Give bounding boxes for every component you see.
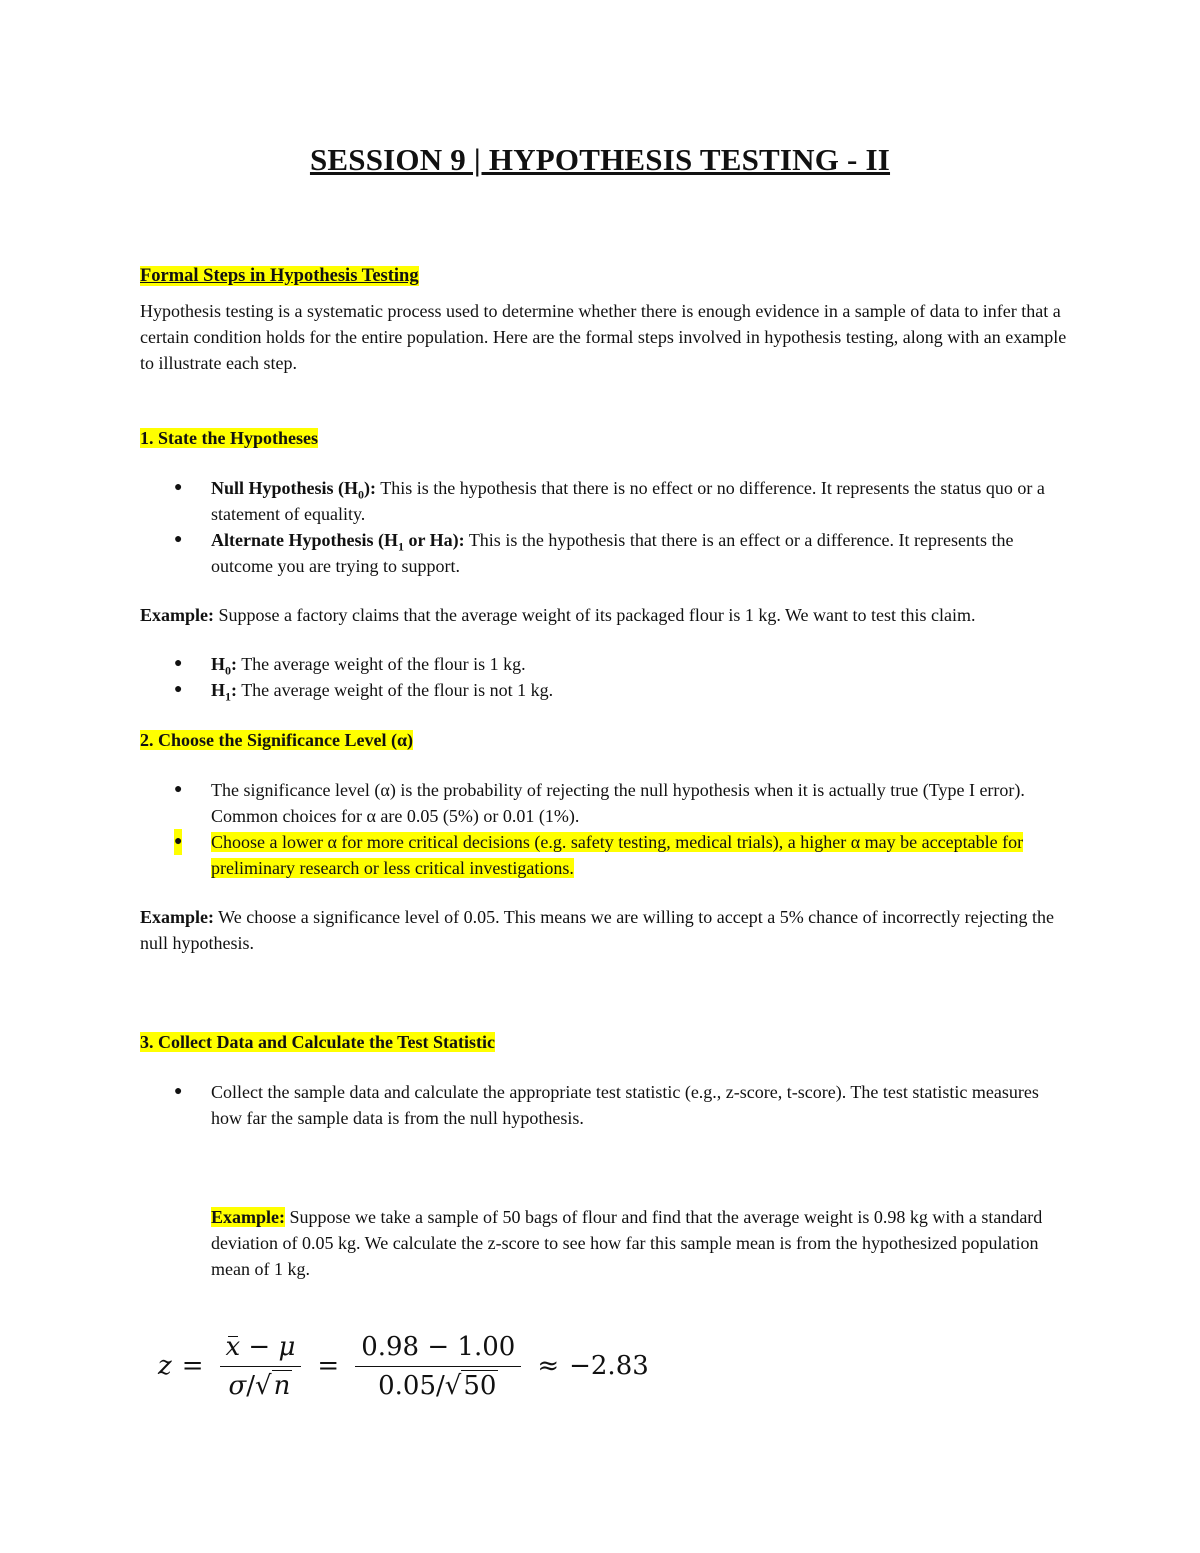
bullet-icon: ● (174, 532, 183, 547)
formula-result: −2.83 (569, 1351, 649, 1381)
step2-bullet-1-text: The significance level (α) is the probability of rejecting the null hypothesis when it is actually true (Type I error). Common choices for α are 0.05 (5%) or 0.01 (1%). (211, 780, 1025, 826)
sqrt-50 (445, 1371, 499, 1401)
step3-example-text: Suppose we take a sample of 50 bags of flour and find that the average weight is 0.98 kg with a standard deviation of 0.05 kg. We calculate the z-score to see how far this sample mean is from the hypothesized population mean of 1 kg. (211, 1207, 1043, 1279)
step2-heading: 2. Choose the Significance Level (α) (140, 730, 414, 750)
formula-den2-b: 50 (463, 1370, 497, 1401)
step3-example (211, 1204, 1071, 1282)
step3-bullets (140, 1079, 1070, 1131)
step2-example-label: Example: (140, 907, 214, 927)
intro-heading-block (140, 262, 1070, 289)
formula-minus: − (240, 1331, 279, 1362)
sqrt-n (255, 1371, 292, 1401)
h1-item (140, 677, 1070, 703)
step2-heading-block (140, 727, 1070, 753)
alt-sub: 1 (397, 539, 404, 554)
bullet-icon: ● (174, 829, 182, 855)
fraction-1-denominator (223, 1367, 299, 1401)
h0-text: The average weight of the flour is 1 kg. (237, 654, 526, 674)
intro-text: Hypothesis testing is a systematic process used to determine whether there is enough evidence in a sample of data to infer that a certain condition holds for the entire population. Here are the formal steps involved in hypothesis testing, along with an example to illustrate each step. (140, 301, 1067, 373)
step1-example (140, 602, 1070, 628)
sqrt-sign-icon: √ (255, 1370, 272, 1401)
fraction-1-numerator (220, 1332, 302, 1367)
h1-sub: 1 (225, 689, 232, 704)
formula-n: n (273, 1370, 291, 1401)
fraction-2-numerator: 0.98 − 1.00 (355, 1332, 521, 1367)
formula-fraction-2 (355, 1332, 521, 1401)
null-hypothesis-item (140, 475, 1070, 527)
formula-equals: = (181, 1351, 204, 1381)
null-label: Null Hypothesis (H (211, 478, 359, 498)
h1-colon: : (231, 680, 238, 700)
fraction-2-denominator (372, 1367, 504, 1401)
null-sub: 0 (358, 487, 365, 502)
h0-sub: 0 (225, 663, 232, 678)
z-score-formula (158, 1320, 649, 1412)
null-text: This is the hypothesis that there is no effect or no difference. It represents the status quo or a statement of equality. (211, 478, 1045, 524)
formula-xbar: x (225, 1331, 241, 1362)
null-close: ): (364, 478, 377, 498)
step3-heading-block (140, 1029, 1070, 1055)
sqrt-sign-icon: √ (444, 1370, 462, 1401)
bullet-icon: ● (174, 682, 183, 697)
formula-z: z (158, 1351, 172, 1381)
step1-example-text: Suppose a factory claims that the average weight of its packaged flour is 1 kg. We want to test this claim. (214, 605, 976, 625)
step3-heading: 3. Collect Data and Calculate the Test Statistic (140, 1032, 495, 1052)
alt-label: Alternate Hypothesis (H (211, 530, 398, 550)
step2-bullet-2 (140, 829, 1070, 881)
step1-heading: 1. State the Hypotheses (140, 428, 318, 448)
step1-bullets (140, 475, 1070, 579)
step2-bullet-2-text: Choose a lower α for more critical decisions (e.g. safety testing, medical trials), a higher α may be acceptable for preliminary research or less critical investigations. (211, 832, 1024, 878)
bullet-icon: ● (174, 1084, 183, 1099)
formula-sigma: σ (228, 1370, 247, 1401)
alt-close: or Ha): (403, 530, 465, 550)
intro-paragraph (140, 298, 1070, 376)
formula-equals-2: = (317, 1351, 340, 1381)
formula-den2-a: 0.05/ (378, 1370, 445, 1401)
alt-hypothesis-item (140, 527, 1070, 579)
step2-example (140, 904, 1070, 956)
formula-mu: μ (278, 1331, 296, 1362)
step3-bullet-1 (140, 1079, 1070, 1131)
bullet-icon: ● (174, 782, 183, 797)
step3-example-label: Example: (211, 1207, 285, 1227)
formula-slash: / (246, 1370, 256, 1401)
formula-approx: ≈ (537, 1351, 560, 1381)
step2-example-text: We choose a significance level of 0.05. This means we are willing to accept a 5% chance of incorrectly rejecting the null hypothesis. (140, 907, 1055, 953)
h1-label: H (211, 680, 226, 700)
document-title: SESSION 9 | HYPOTHESIS TESTING - II (309, 142, 891, 177)
step3-bullet-1-text: Collect the sample data and calculate the appropriate test statistic (e.g., z-score, t-score). The test statistic measures how far the sample data is from the null hypothesis. (211, 1082, 1039, 1128)
step2-bullet-1 (140, 777, 1070, 829)
step2-bullets (140, 777, 1070, 881)
alt-text: This is the hypothesis that there is an effect or a difference. It represents the outcome you are trying to support. (211, 530, 1014, 576)
bullet-icon: ● (174, 656, 183, 671)
formula-fraction-1 (220, 1332, 302, 1401)
step1-example-label: Example: (140, 605, 214, 625)
step1-heading-block (140, 425, 1070, 451)
h0-colon: : (231, 654, 238, 674)
step1-example-bullets (140, 651, 1070, 703)
h1-text: The average weight of the flour is not 1 kg. (237, 680, 554, 700)
bullet-icon: ● (174, 480, 183, 495)
intro-heading: Formal Steps in Hypothesis Testing (140, 266, 419, 286)
h0-item (140, 651, 1070, 677)
h0-label: H (211, 654, 226, 674)
